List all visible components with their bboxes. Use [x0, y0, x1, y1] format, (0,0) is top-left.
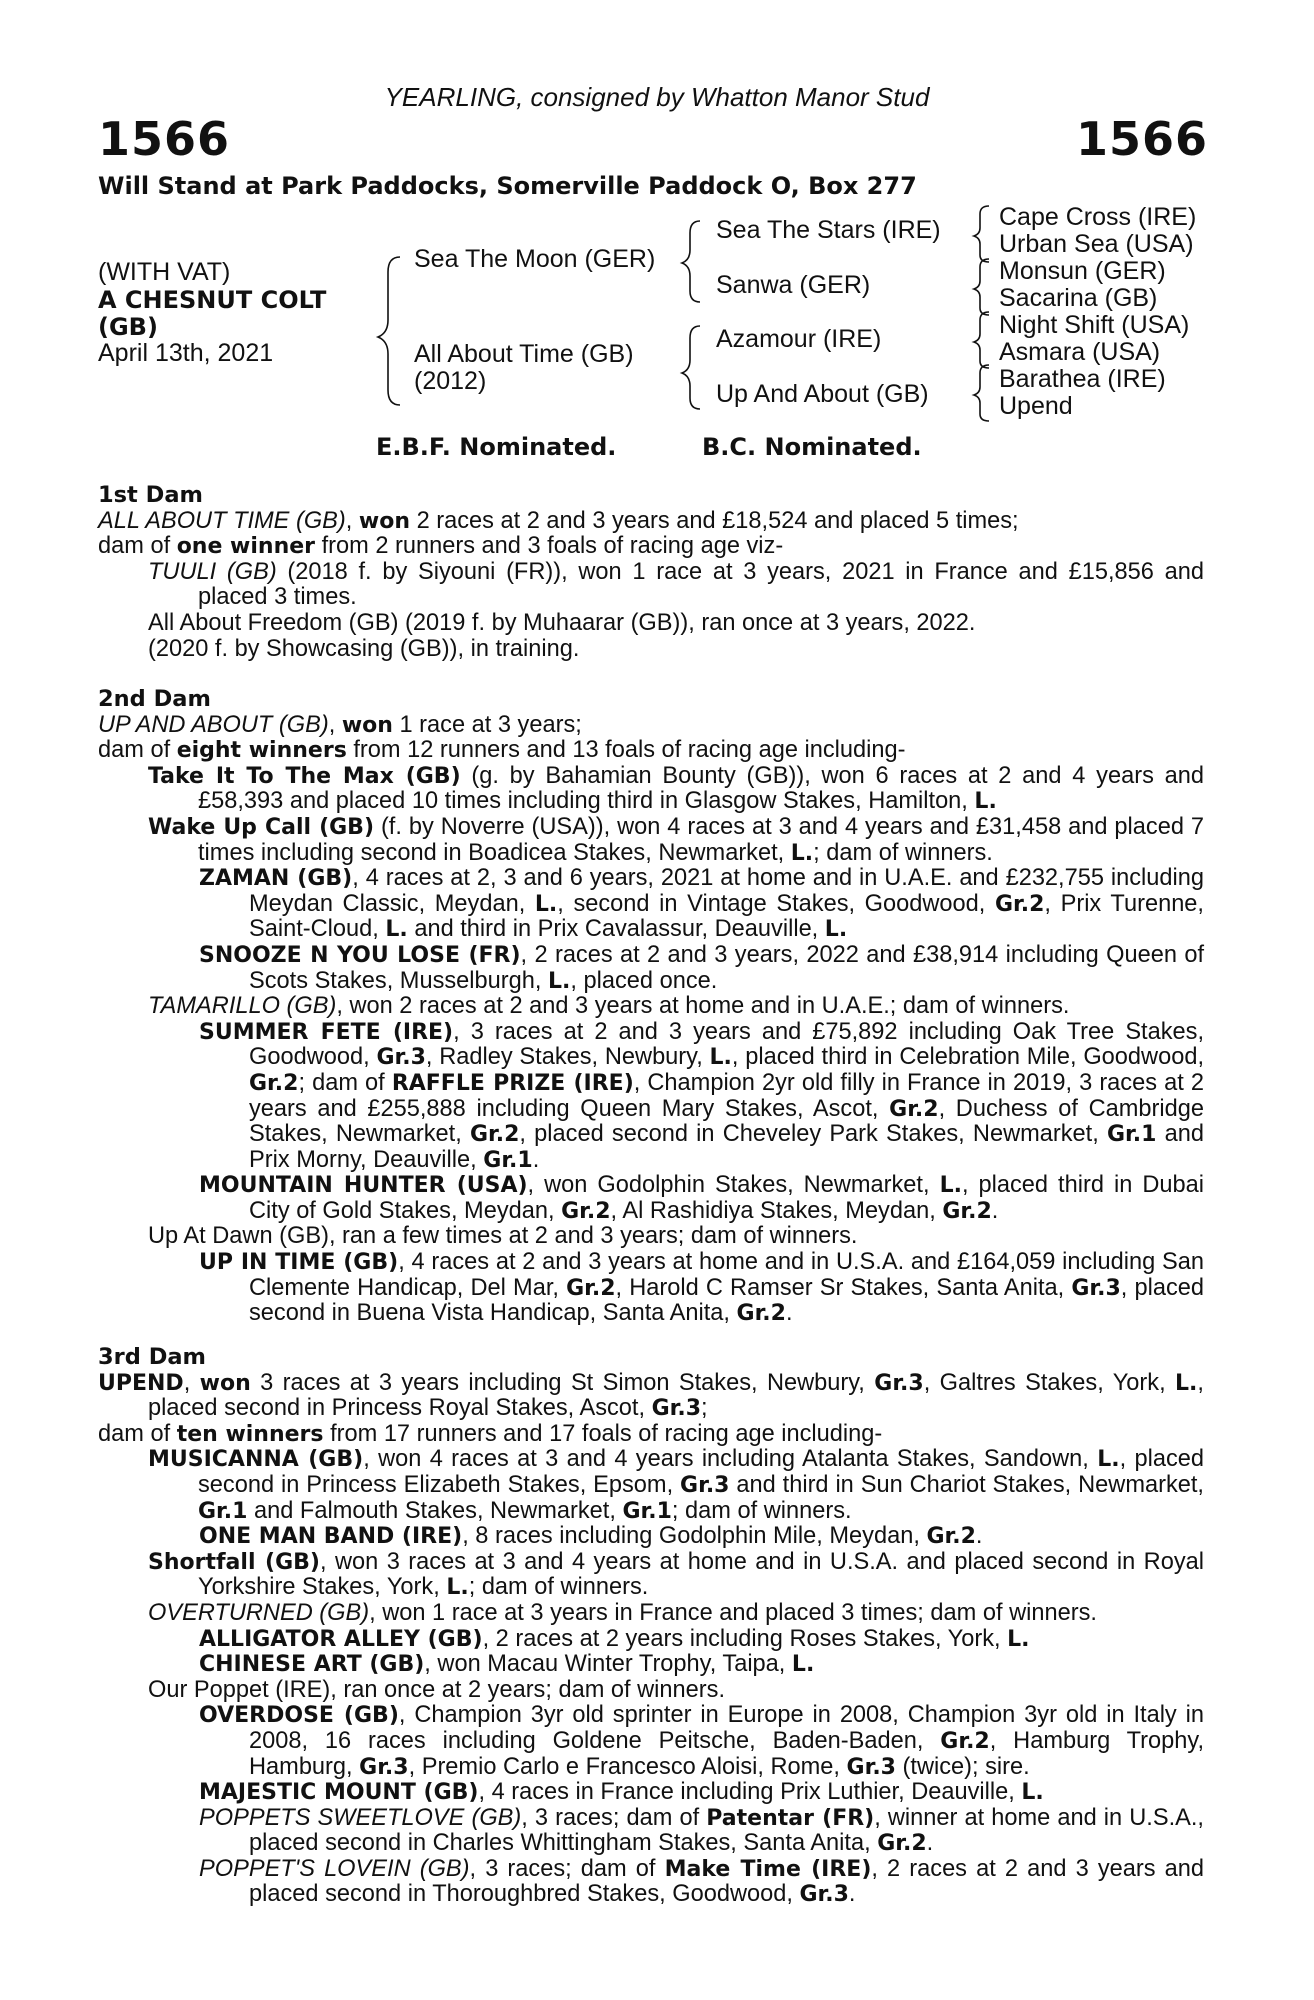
- sire-dam: Sanwa (GER): [716, 271, 871, 299]
- produce-entry: MAJESTIC MOUNT (GB), 4 races in France including Prix Luthier, Deauville, L.: [199, 1779, 1044, 1806]
- stand-location: Will Stand at Park Paddocks, Somerville Paddock O, Box 277: [98, 172, 917, 200]
- brace-ggp-4: [974, 365, 989, 421]
- produce-entry: CHINESE ART (GB), won Macau Winter Trophy, Taipa, L.: [199, 1651, 815, 1678]
- produce-entry: Wake Up Call (GB) (f. by Noverre (USA)), won 4 races at 3 and 4 years and £31,458 and placed 7 times including second in Boadicea Stakes, Newmarket, L.; dam of winners.: [148, 813, 1204, 866]
- lot-number-left: 1566: [98, 112, 231, 166]
- produce-entry: TUULI (GB) (2018 f. by Siyouni (FR)), won 1 race at 3 years, 2021 in France and £15,856 and placed 3 times.: [148, 558, 1204, 611]
- produce-entry: Our Poppet (IRE), ran once at 2 years; dam of winners.: [148, 1676, 725, 1703]
- produce-entry: MOUNTAIN HUNTER (USA), won Godolphin Stakes, Newmarket, L., placed third in Dubai City of Gold Stakes, Meydan, Gr.2, Al Rashidiya Stakes, Meydan, Gr.2.: [199, 1172, 1204, 1224]
- vat-note: (WITH VAT): [98, 258, 231, 286]
- brace-ggp-1: [974, 206, 989, 262]
- ggp-1: Cape Cross (IRE): [999, 203, 1197, 231]
- produce-entry: (2020 f. by Showcasing (GB)), in training.: [148, 635, 580, 662]
- horse-name: A CHESNUT COLT: [98, 286, 327, 314]
- bc-nomination: B.C. Nominated.: [702, 433, 922, 461]
- produce-entry: Up At Dawn (GB), ran a few times at 2 and 3 years; dam of winners.: [148, 1223, 858, 1250]
- dam: All About Time (GB): [414, 340, 634, 368]
- third-dam-produce-summary: dam of ten winners from 17 runners and 17 foals of racing age including-: [98, 1420, 883, 1447]
- dam-dam: Up And About (GB): [716, 380, 929, 408]
- second-dam-produce-summary: dam of eight winners from 12 runners and 13 foals of racing age including-: [98, 737, 906, 764]
- brace-ggp-3: [974, 312, 989, 368]
- third-dam-section: [98, 1345, 1204, 1908]
- third-dam-record: UPEND, won 3 races at 3 years including St Simon Stakes, Newbury, Gr.3, Galtres Stakes, York, L., placed second in Princess Royal Stakes, Ascot, Gr.3;: [98, 1369, 1204, 1422]
- sire-sire: Sea The Stars (IRE): [716, 216, 941, 244]
- produce-entry: UP IN TIME (GB), 4 races at 2 and 3 years at home and in U.S.A. and £164,059 including San Clemente Handicap, Del Mar, Gr.2, Harold C Ramser Sr Stakes, Santa Anita, Gr.3, placed second in Buena Vista Handicap, Santa Anita, Gr.2.: [199, 1249, 1205, 1327]
- lot-number-right: 1566: [1075, 112, 1208, 166]
- produce-entry: SUMMER FETE (IRE), 3 races at 2 and 3 years and £75,892 including Oak Tree Stakes, Goodwood, Gr.3, Radley Stakes, Newbury, L., placed third in Celebration Mile, Goodwood, Gr.2; dam of RAFFLE PRIZE (IRE), Champion 2yr old filly in France in 2019, 3 races at 2 years and £255,888 including Queen Mary Stakes, Ascot, Gr.2, Duchess of Cambridge Stakes, Newmarket, Gr.2, placed second in Cheveley Park Stakes, Newmarket, Gr.1 and Prix Morny, Deauville, Gr.1.: [199, 1018, 1205, 1173]
- produce-entry: All About Freedom (GB) (2019 f. by Muhaarar (GB)), ran once at 3 years, 2022.: [148, 609, 976, 636]
- ggp-6: Asmara (USA): [999, 338, 1161, 366]
- produce-entry: OVERTURNED (GB), won 1 race at 3 years in France and placed 3 times; dam of winners.: [148, 1599, 1097, 1626]
- first-dam-section: [98, 483, 1204, 662]
- produce-entry: OVERDOSE (GB), Champion 3yr old sprinter in Europe in 2008, Champion 3yr old in Italy in 2008, 16 races including Goldene Peitsche, Baden-Baden, Gr.2, Hamburg Trophy, Hamburg, Gr.3, Premio Carlo e Francesco Aloisi, Rome, Gr.3 (twice); sire.: [199, 1702, 1204, 1780]
- first-dam-record: ALL ABOUT TIME (GB), won 2 races at 2 and 3 years and £18,524 and placed 5 times;: [98, 507, 1019, 534]
- produce-entry: POPPET'S LOVEIN (GB), 3 races; dam of Make Time (IRE), 2 races at 2 and 3 years and placed second in Thoroughbred Stakes, Goodwood, Gr.3.: [199, 1855, 1204, 1908]
- ggp-3: Monsun (GER): [999, 257, 1166, 285]
- first-dam-heading: 1st Dam: [98, 482, 203, 508]
- second-dam-record: UP AND ABOUT (GB), won 1 race at 3 years;: [98, 711, 582, 738]
- produce-entry: ONE MAN BAND (IRE), 8 races including Godolphin Mile, Meydan, Gr.2.: [199, 1523, 983, 1550]
- produce-entry: MUSICANNA (GB), won 4 races at 3 and 4 years including Atalanta Stakes, Sandown, L., placed second in Princess Elizabeth Stakes, Epsom, Gr.3 and third in Sun Chariot Stakes, Newmarket, Gr.1 and Falmouth Stakes, Newmarket, Gr.1; dam of winners.: [148, 1446, 1204, 1524]
- foaling-date: April 13th, 2021: [98, 339, 274, 367]
- ggp-8: Upend: [999, 392, 1073, 420]
- ggp-5: Night Shift (USA): [999, 311, 1190, 339]
- third-dam-heading: 3rd Dam: [98, 1344, 206, 1370]
- second-dam-heading: 2nd Dam: [98, 686, 211, 712]
- dam-sire: Azamour (IRE): [716, 325, 882, 353]
- produce-entry: Take It To The Max (GB) (g. by Bahamian Bounty (GB)), won 6 races at 2 and 4 years and £58,393 and placed 10 times including third in Glasgow Stakes, Hamilton, L.: [148, 762, 1204, 815]
- produce-entry: POPPETS SWEETLOVE (GB), 3 races; dam of Patentar (FR), winner at home and in U.S.A., placed second in Charles Whittingham Stakes, Santa Anita, Gr.2.: [199, 1804, 1204, 1857]
- brace-sire: [682, 221, 700, 302]
- dam-year: (2012): [414, 367, 487, 395]
- ggp-7: Barathea (IRE): [999, 365, 1166, 393]
- second-dam-section: [98, 687, 1204, 1327]
- ggp-2: Urban Sea (USA): [999, 230, 1194, 258]
- produce-entry: TAMARILLO (GB), won 2 races at 2 and 3 years at home and in U.A.E.; dam of winners.: [148, 993, 1070, 1020]
- consignment-line: YEARLING, consigned by Whatton Manor Stud: [384, 82, 930, 112]
- produce-entry: Shortfall (GB), won 3 races at 3 and 4 years at home and in U.S.A. and placed second in Royal Yorkshire Stakes, York, L.; dam of winners.: [148, 1548, 1204, 1601]
- horse-name-country: (GB): [98, 313, 158, 341]
- brace-sire-dam: [378, 257, 400, 405]
- brace-ggp-2: [974, 259, 989, 315]
- brace-dam: [682, 326, 700, 409]
- produce-entry: ALLIGATOR ALLEY (GB), 2 races at 2 years including Roses Stakes, York, L.: [199, 1625, 1030, 1652]
- produce-entry: SNOOZE N YOU LOSE (FR), 2 races at 2 and 3 years, 2022 and £38,914 including Queen of Scots Stakes, Musselburgh, L., placed once.: [199, 941, 1205, 994]
- produce-entry: ZAMAN (GB), 4 races at 2, 3 and 6 years, 2021 at home and in U.A.E. and £232,755 including Meydan Classic, Meydan, L., second in Vintage Stakes, Goodwood, Gr.2, Prix Turenne, Saint-Cloud, L. and third in Prix Cavalassur, Deauville, L.: [199, 865, 1205, 943]
- sire: Sea The Moon (GER): [414, 245, 656, 273]
- first-dam-produce-summary: dam of one winner from 2 runners and 3 foals of racing age viz-: [98, 533, 784, 560]
- ggp-4: Sacarina (GB): [999, 284, 1158, 312]
- ebf-nomination: E.B.F. Nominated.: [376, 433, 617, 461]
